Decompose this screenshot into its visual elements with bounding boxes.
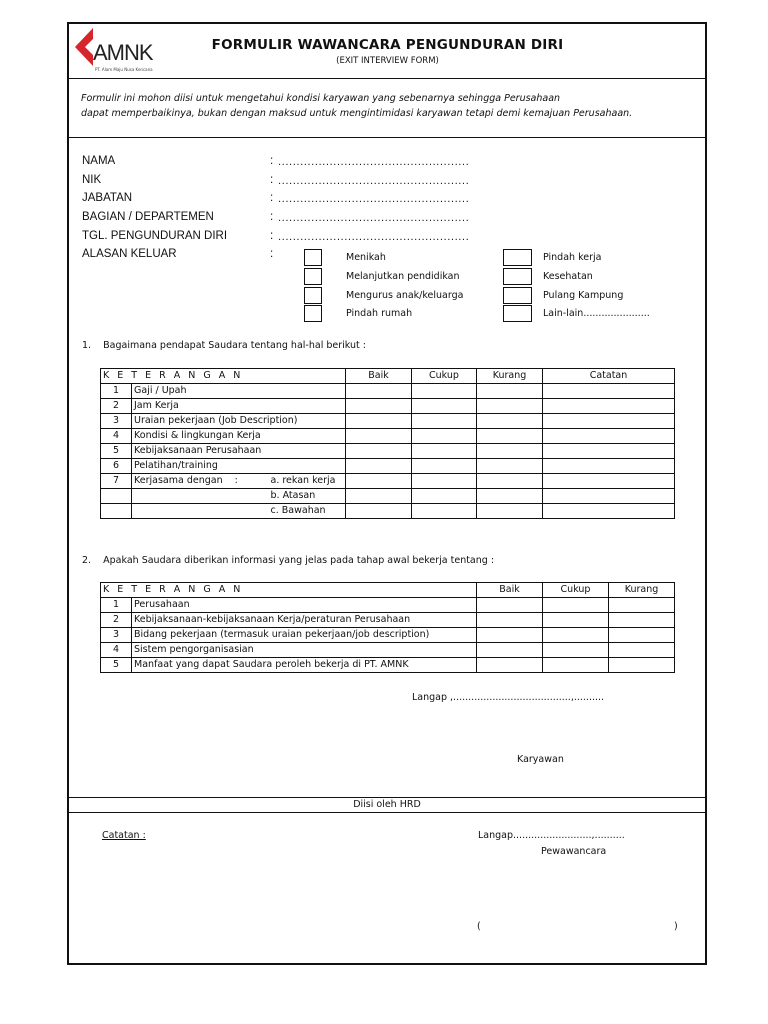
row-number: 2 (101, 613, 132, 628)
row-number: 3 (101, 628, 132, 643)
field-label-jabatan: JABATAN (82, 192, 133, 204)
row-number: 5 (101, 444, 132, 459)
column-header: Cukup (543, 583, 609, 598)
reason-label: Pindah kerja (543, 252, 602, 263)
rating-cell-kurang[interactable] (609, 658, 675, 673)
row-subitem: c. Bawahan (269, 504, 346, 519)
rating-cell-cukup[interactable] (412, 504, 477, 519)
row-item: Pelatihan/training (132, 459, 346, 474)
row-number (101, 504, 132, 519)
q2-table (100, 582, 675, 673)
rating-cell-kurang[interactable] (609, 613, 675, 628)
field-colon: : (270, 192, 274, 204)
row-number: 6 (101, 459, 132, 474)
rating-cell-baik[interactable] (346, 444, 412, 459)
reason-label: Mengurus anak/keluarga (346, 290, 464, 301)
column-header: Cukup (412, 369, 477, 384)
signature-paren-open: ( (477, 921, 481, 932)
rating-cell-cukup[interactable] (412, 429, 477, 444)
rating-cell-baik[interactable] (477, 643, 543, 658)
catatan-label: Catatan : (102, 830, 146, 841)
checkbox-pindah-kerja[interactable] (503, 249, 532, 266)
rating-cell-baik[interactable] (346, 414, 412, 429)
logo-text: AMNK (93, 40, 153, 65)
table-row (101, 643, 675, 658)
rating-cell-cukup[interactable] (412, 459, 477, 474)
reason-label: Melanjutkan pendidikan (346, 271, 460, 282)
checkbox-menikah[interactable] (304, 249, 322, 266)
intro-line-1: Formulir ini mohon diisi untuk mengetahui kondisi karyawan yang sebenarnya sehingga Perusahaan (81, 93, 561, 104)
intro-divider (67, 137, 707, 138)
row-item: Sistem pengorganisasian (132, 643, 477, 658)
table-header-row (101, 369, 675, 384)
row-number: 5 (101, 658, 132, 673)
column-header: Kurang (477, 369, 543, 384)
catatan-cell[interactable] (543, 384, 675, 399)
checkbox-kesehatan[interactable] (503, 268, 532, 285)
question-2: 2. Apakah Saudara diberikan informasi yang jelas pada tahap awal bekerja tentang : (82, 555, 495, 566)
row-item: Kebijaksanaan Perusahaan (132, 444, 346, 459)
field-input-bagian[interactable]: .................................................... (278, 213, 470, 224)
rating-cell-baik[interactable] (477, 598, 543, 613)
rating-cell-cukup[interactable] (543, 613, 609, 628)
langap-date-hrd[interactable]: Langap..........................,.......... (478, 830, 625, 841)
field-input-jabatan[interactable]: .................................................... (278, 194, 470, 205)
rating-cell-cukup[interactable] (412, 414, 477, 429)
table-row (101, 474, 675, 489)
row-number: 1 (101, 384, 132, 399)
table-row (101, 504, 675, 519)
checkbox-lain-lain[interactable] (503, 305, 532, 322)
field-colon: : (270, 211, 274, 223)
rating-cell-baik[interactable] (346, 489, 412, 504)
catatan-cell[interactable] (543, 459, 675, 474)
logo-subtext: PT. Alam Maju Nusa Kencana (95, 67, 153, 72)
table-row (101, 459, 675, 474)
checkbox-pulang-kampung[interactable] (503, 287, 532, 304)
row-item: Jam Kerja (132, 399, 346, 414)
reason-label: Menikah (346, 252, 386, 263)
row-subitem: a. rekan kerja (269, 474, 346, 489)
column-header: K E T E R A N G A N (101, 369, 346, 384)
field-label-bagian: BAGIAN / DEPARTEMEN (82, 211, 214, 223)
rating-cell-cukup[interactable] (543, 598, 609, 613)
rating-cell-baik[interactable] (346, 384, 412, 399)
signature-paren-close: ) (674, 921, 678, 932)
column-header: Kurang (609, 583, 675, 598)
rating-cell-kurang[interactable] (477, 399, 543, 414)
row-number: 1 (101, 598, 132, 613)
row-number (101, 489, 132, 504)
table-row (101, 384, 675, 399)
row-item: Kerjasama dengan : (132, 474, 269, 489)
pewawancara-label: Pewawancara (541, 846, 607, 857)
rating-cell-baik[interactable] (346, 459, 412, 474)
reason-label: Kesehatan (543, 271, 593, 282)
rating-cell-cukup[interactable] (412, 489, 477, 504)
rating-cell-baik[interactable] (346, 474, 412, 489)
rating-cell-baik[interactable] (477, 658, 543, 673)
reason-label: Pulang Kampung (543, 290, 624, 301)
field-input-tgl[interactable]: .................................................... (278, 232, 470, 243)
rating-cell-kurang[interactable] (477, 474, 543, 489)
q1-table (100, 368, 675, 519)
rating-cell-baik[interactable] (346, 399, 412, 414)
row-item: Gaji / Upah (132, 384, 346, 399)
rating-cell-baik[interactable] (346, 429, 412, 444)
row-number: 3 (101, 414, 132, 429)
catatan-cell[interactable] (543, 474, 675, 489)
rating-cell-baik[interactable] (477, 613, 543, 628)
catatan-cell[interactable] (543, 414, 675, 429)
row-item: Manfaat yang dapat Saudara peroleh bekerja di PT. AMNK (132, 658, 477, 673)
field-label-nik: NIK (82, 174, 102, 186)
checkbox-melanjutkan-pendidikan[interactable] (304, 268, 322, 285)
rating-cell-kurang[interactable] (477, 459, 543, 474)
hrd-section-title: Diisi oleh HRD (353, 799, 421, 810)
row-number: 2 (101, 399, 132, 414)
header-divider (67, 78, 707, 79)
table-row (101, 444, 675, 459)
catatan-cell[interactable] (543, 444, 675, 459)
rating-cell-kurang[interactable] (609, 598, 675, 613)
rating-cell-cukup[interactable] (412, 384, 477, 399)
row-item: Bidang pekerjaan (termasuk uraian pekerjaan/job description) (132, 628, 477, 643)
rating-cell-cukup[interactable] (543, 628, 609, 643)
question-1: 1. Bagaimana pendapat Saudara tentang hal-hal berikut : (82, 340, 366, 351)
checkbox-mengurus-anak[interactable] (304, 287, 322, 304)
column-header: Catatan (543, 369, 675, 384)
hrd-top-divider (67, 797, 707, 798)
row-item (132, 489, 269, 504)
row-item: Kondisi & lingkungan Kerja (132, 429, 346, 444)
table-row (101, 414, 675, 429)
reason-label: Lain-lain...................... (543, 308, 650, 319)
rating-cell-kurang[interactable] (477, 384, 543, 399)
rating-cell-cukup[interactable] (412, 474, 477, 489)
row-item: Perusahaan (132, 598, 477, 613)
rating-cell-kurang[interactable] (477, 429, 543, 444)
row-item: Kebijaksanaan-kebijaksanaan Kerja/peraturan Perusahaan (132, 613, 477, 628)
rating-cell-kurang[interactable] (477, 444, 543, 459)
field-input-nik[interactable]: .................................................... (278, 176, 470, 187)
table-row (101, 429, 675, 444)
catatan-cell[interactable] (543, 429, 675, 444)
karyawan-label: Karyawan (517, 754, 564, 765)
field-colon: : (270, 230, 274, 242)
column-header: Baik (477, 583, 543, 598)
rating-cell-kurang[interactable] (609, 643, 675, 658)
rating-cell-kurang[interactable] (477, 504, 543, 519)
table-header-row (101, 583, 675, 598)
rating-cell-cukup[interactable] (412, 399, 477, 414)
row-subitem: b. Atasan (269, 489, 346, 504)
column-header: Baik (346, 369, 412, 384)
reason-label: Pindah rumah (346, 308, 413, 319)
field-colon: : (270, 155, 274, 167)
checkbox-pindah-rumah[interactable] (304, 305, 322, 322)
table-row (101, 399, 675, 414)
table-row (101, 489, 675, 504)
rating-cell-baik[interactable] (346, 504, 412, 519)
field-colon: : (270, 248, 274, 260)
table-row (101, 598, 675, 613)
rating-cell-baik[interactable] (477, 628, 543, 643)
table-row (101, 628, 675, 643)
row-number: 7 (101, 474, 132, 489)
catatan-cell[interactable] (543, 399, 675, 414)
rating-cell-cukup[interactable] (543, 643, 609, 658)
rating-cell-cukup[interactable] (543, 658, 609, 673)
row-item (132, 504, 269, 519)
field-colon: : (270, 174, 274, 186)
field-label-alasan: ALASAN KELUAR (82, 248, 177, 260)
table-row (101, 613, 675, 628)
field-label-nama: NAMA (82, 155, 116, 167)
column-header: K E T E R A N G A N (101, 583, 477, 598)
catatan-cell[interactable] (543, 504, 675, 519)
form-subtitle: (EXIT INTERVIEW FORM) (336, 56, 439, 66)
rating-cell-kurang[interactable] (477, 414, 543, 429)
row-item: Uraian pekerjaan (Job Description) (132, 414, 346, 429)
intro-line-2: dapat memperbaikinya, bukan dengan maksud untuk mengintimidasi karyawan tetapi demi kemajuan Perusahaan. (81, 108, 633, 119)
row-number: 4 (101, 429, 132, 444)
table-row (101, 658, 675, 673)
row-number: 4 (101, 643, 132, 658)
hrd-title-divider (67, 812, 707, 813)
field-input-nama[interactable]: .................................................... (278, 157, 470, 168)
form-title: FORMULIR WAWANCARA PENGUNDURAN DIRI (211, 37, 564, 53)
field-label-tgl: TGL. PENGUNDURAN DIRI (82, 230, 228, 242)
rating-cell-kurang[interactable] (609, 628, 675, 643)
rating-cell-kurang[interactable] (477, 489, 543, 504)
langap-date-employee[interactable]: Langap ,.......................................,.......... (412, 692, 605, 703)
rating-cell-cukup[interactable] (412, 444, 477, 459)
catatan-cell[interactable] (543, 489, 675, 504)
